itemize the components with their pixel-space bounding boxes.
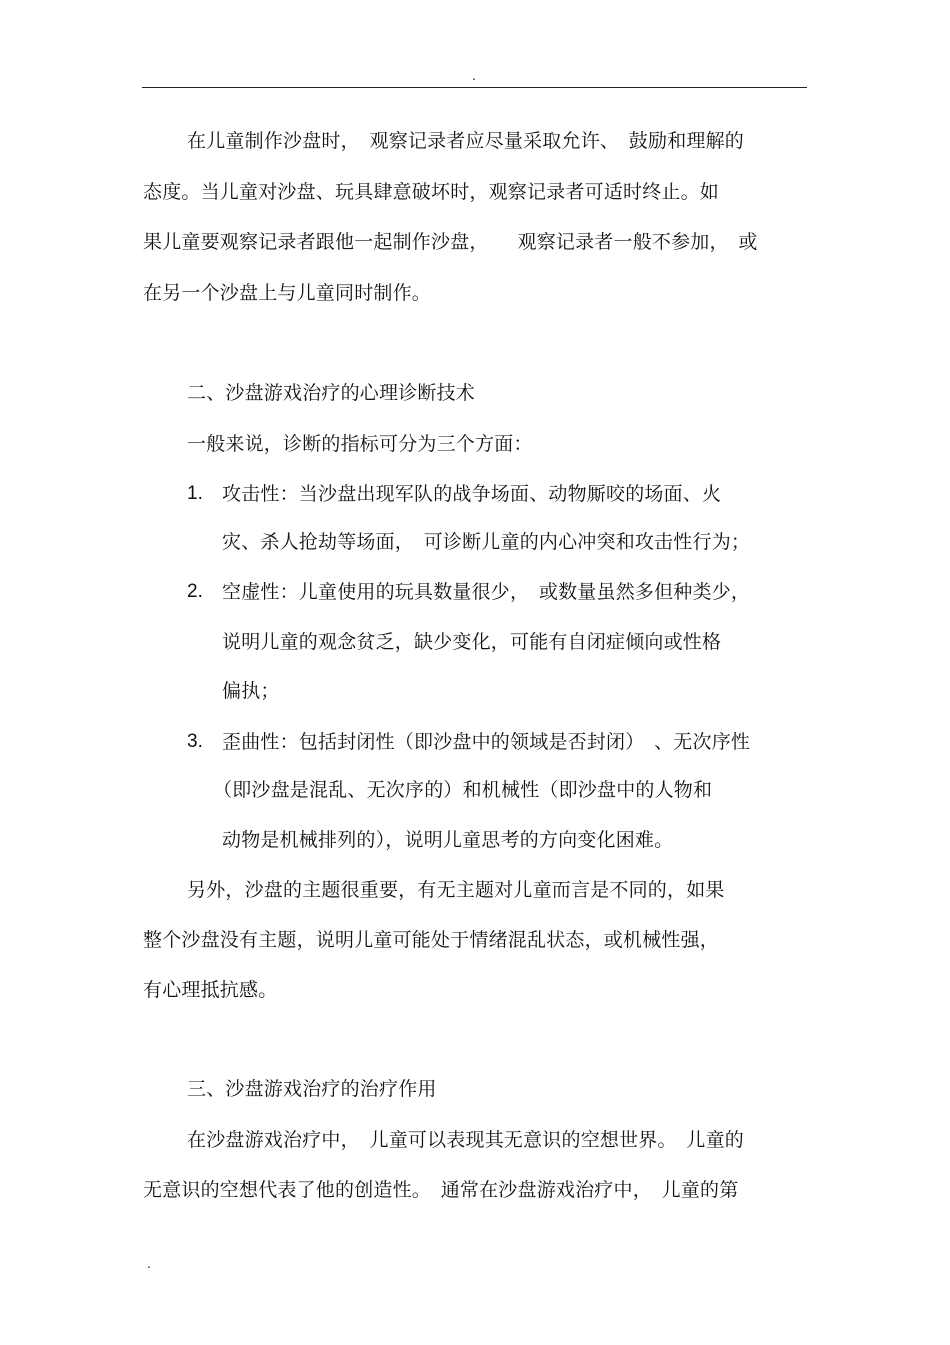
list-item-line: （即沙盘是混乱、无次序的）和机械性（即沙盘中的人物和: [213, 779, 713, 801]
list-item-line: 灾、杀人抢劫等场面， 可诊断儿童的内心冲突和攻击性行为；: [222, 531, 751, 553]
list-item-line: 攻击性：当沙盘出现军队的战争场面、动物厮咬的场面、火: [222, 483, 722, 505]
list-number: 1.: [187, 483, 203, 504]
paragraph-line: 在沙盘游戏治疗中， 儿童可以表现其无意识的空想世界。 儿童的: [187, 1129, 745, 1151]
paragraph-line: 态度。当儿童对沙盘、玩具肆意破坏时，观察记录者可适时终止。如: [143, 181, 720, 203]
paragraph-line: 另外，沙盘的主题很重要，有无主题对儿童而言是不同的，如果: [187, 879, 725, 901]
paragraph-line: 果儿童要观察记录者跟他一起制作沙盘， 观察记录者一般不参加， 或: [143, 231, 758, 253]
header-mark: .: [472, 69, 476, 83]
list-number: 2.: [187, 581, 203, 602]
paragraph-line: 有心理抵抗感。: [143, 979, 278, 1001]
list-item-line: 动物是机械排列的），说明儿童思考的方向变化困难。: [222, 829, 674, 851]
list-item-line: 空虚性：儿童使用的玩具数量很少， 或数量虽然多但种类少，: [222, 581, 751, 603]
paragraph-line: 在儿童制作沙盘时， 观察记录者应尽量采取允许、 鼓励和理解的: [187, 130, 745, 152]
list-number: 3.: [187, 731, 203, 752]
header-rule: [142, 87, 807, 88]
section-heading: 二、沙盘游戏治疗的心理诊断技术: [187, 382, 476, 404]
list-item-line: 歪曲性：包括封闭性（即沙盘中的领域是否封闭） 、无次序性: [222, 731, 751, 753]
section-heading: 三、沙盘游戏治疗的治疗作用: [187, 1078, 437, 1100]
list-item-line: 偏执；: [222, 680, 280, 702]
paragraph-line: 在另一个沙盘上与儿童同时制作。: [143, 282, 432, 304]
footer-mark: .: [147, 1257, 151, 1271]
paragraph-line: 无意识的空想代表了他的创造性。 通常在沙盘游戏治疗中， 儿童的第: [143, 1179, 739, 1201]
paragraph-line: 整个沙盘没有主题，说明儿童可能处于情绪混乱状态，或机械性强，: [143, 929, 720, 951]
paragraph-line: 一般来说，诊断的指标可分为三个方面：: [187, 433, 533, 455]
list-item-line: 说明儿童的观念贫乏，缺少变化，可能有自闭症倾向或性格: [222, 631, 722, 653]
